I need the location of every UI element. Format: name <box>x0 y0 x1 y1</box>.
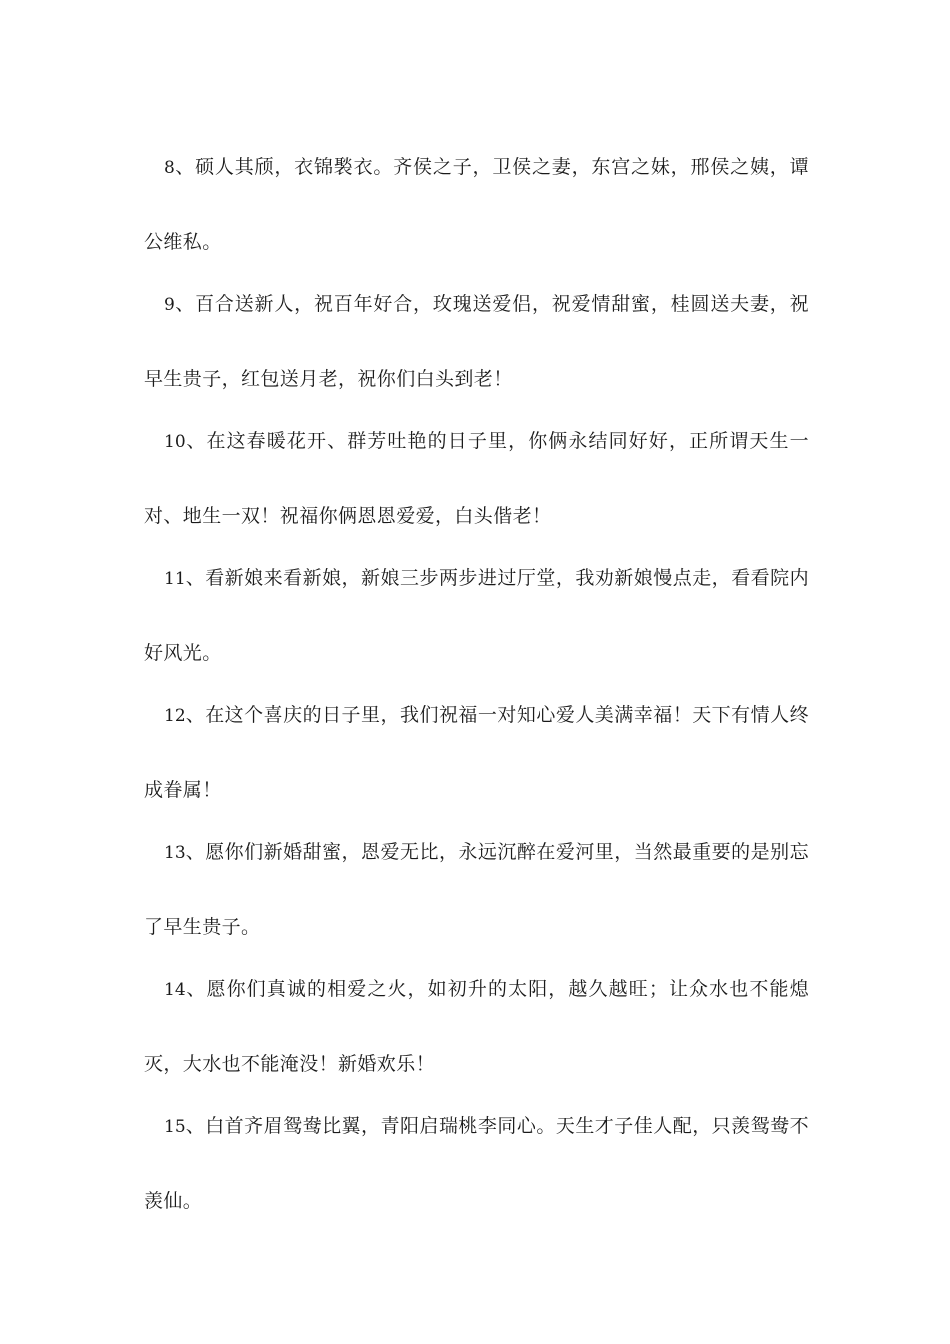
paragraph-number: 13 <box>164 843 186 863</box>
paragraph-text: 、在这春暖花开、群芳吐艳的日子里，你俩永结同好好，正所谓天生一对、地生一双！祝福你俩恩恩爱爱，白头偕老！ <box>144 430 809 527</box>
paragraph-text: 、百合送新人，祝百年好合，玫瑰送爱侣，祝爱情甜蜜，桂圆送夫妻，祝早生贵子，红包送月老，祝你们白头到老！ <box>144 293 809 390</box>
paragraph-text: 、硕人其颀，衣锦褧衣。齐侯之子，卫侯之妻，东宫之妹，邢侯之姨，谭公维私。 <box>144 156 809 253</box>
paragraph-text: 、白首齐眉鸳鸯比翼，青阳启瑞桃李同心。天生才子佳人配，只羡鸳鸯不羡仙。 <box>144 1115 809 1212</box>
paragraph-number: 15 <box>164 1117 186 1137</box>
paragraph-12 <box>144 678 809 827</box>
paragraph-14 <box>144 952 809 1101</box>
paragraph-9 <box>144 267 809 416</box>
document-body <box>144 130 809 1238</box>
paragraph-number: 11 <box>164 569 186 589</box>
paragraph-8 <box>144 130 809 279</box>
paragraph-13 <box>144 815 809 964</box>
paragraph-number: 12 <box>164 706 186 726</box>
paragraph-11 <box>144 541 809 690</box>
paragraph-text: 、愿你们新婚甜蜜，恩爱无比，永远沉醉在爱河里，当然最重要的是别忘了早生贵子。 <box>144 841 809 938</box>
paragraph-number: 14 <box>164 980 186 1000</box>
paragraph-15 <box>144 1089 809 1238</box>
paragraph-text: 、在这个喜庆的日子里，我们祝福一对知心爱人美满幸福！天下有情人终成眷属！ <box>144 704 809 801</box>
paragraph-10 <box>144 404 809 553</box>
paragraph-text: 、愿你们真诚的相爱之火，如初升的太阳，越久越旺；让众水也不能熄灭，大水也不能淹没！新婚欢乐！ <box>144 978 809 1075</box>
paragraph-text: 、看新娘来看新娘，新娘三步两步进过厅堂，我劝新娘慢点走，看看院内好风光。 <box>144 567 809 664</box>
paragraph-number: 10 <box>164 432 186 452</box>
paragraph-number: 9 <box>164 295 175 315</box>
paragraph-number: 8 <box>164 158 175 178</box>
